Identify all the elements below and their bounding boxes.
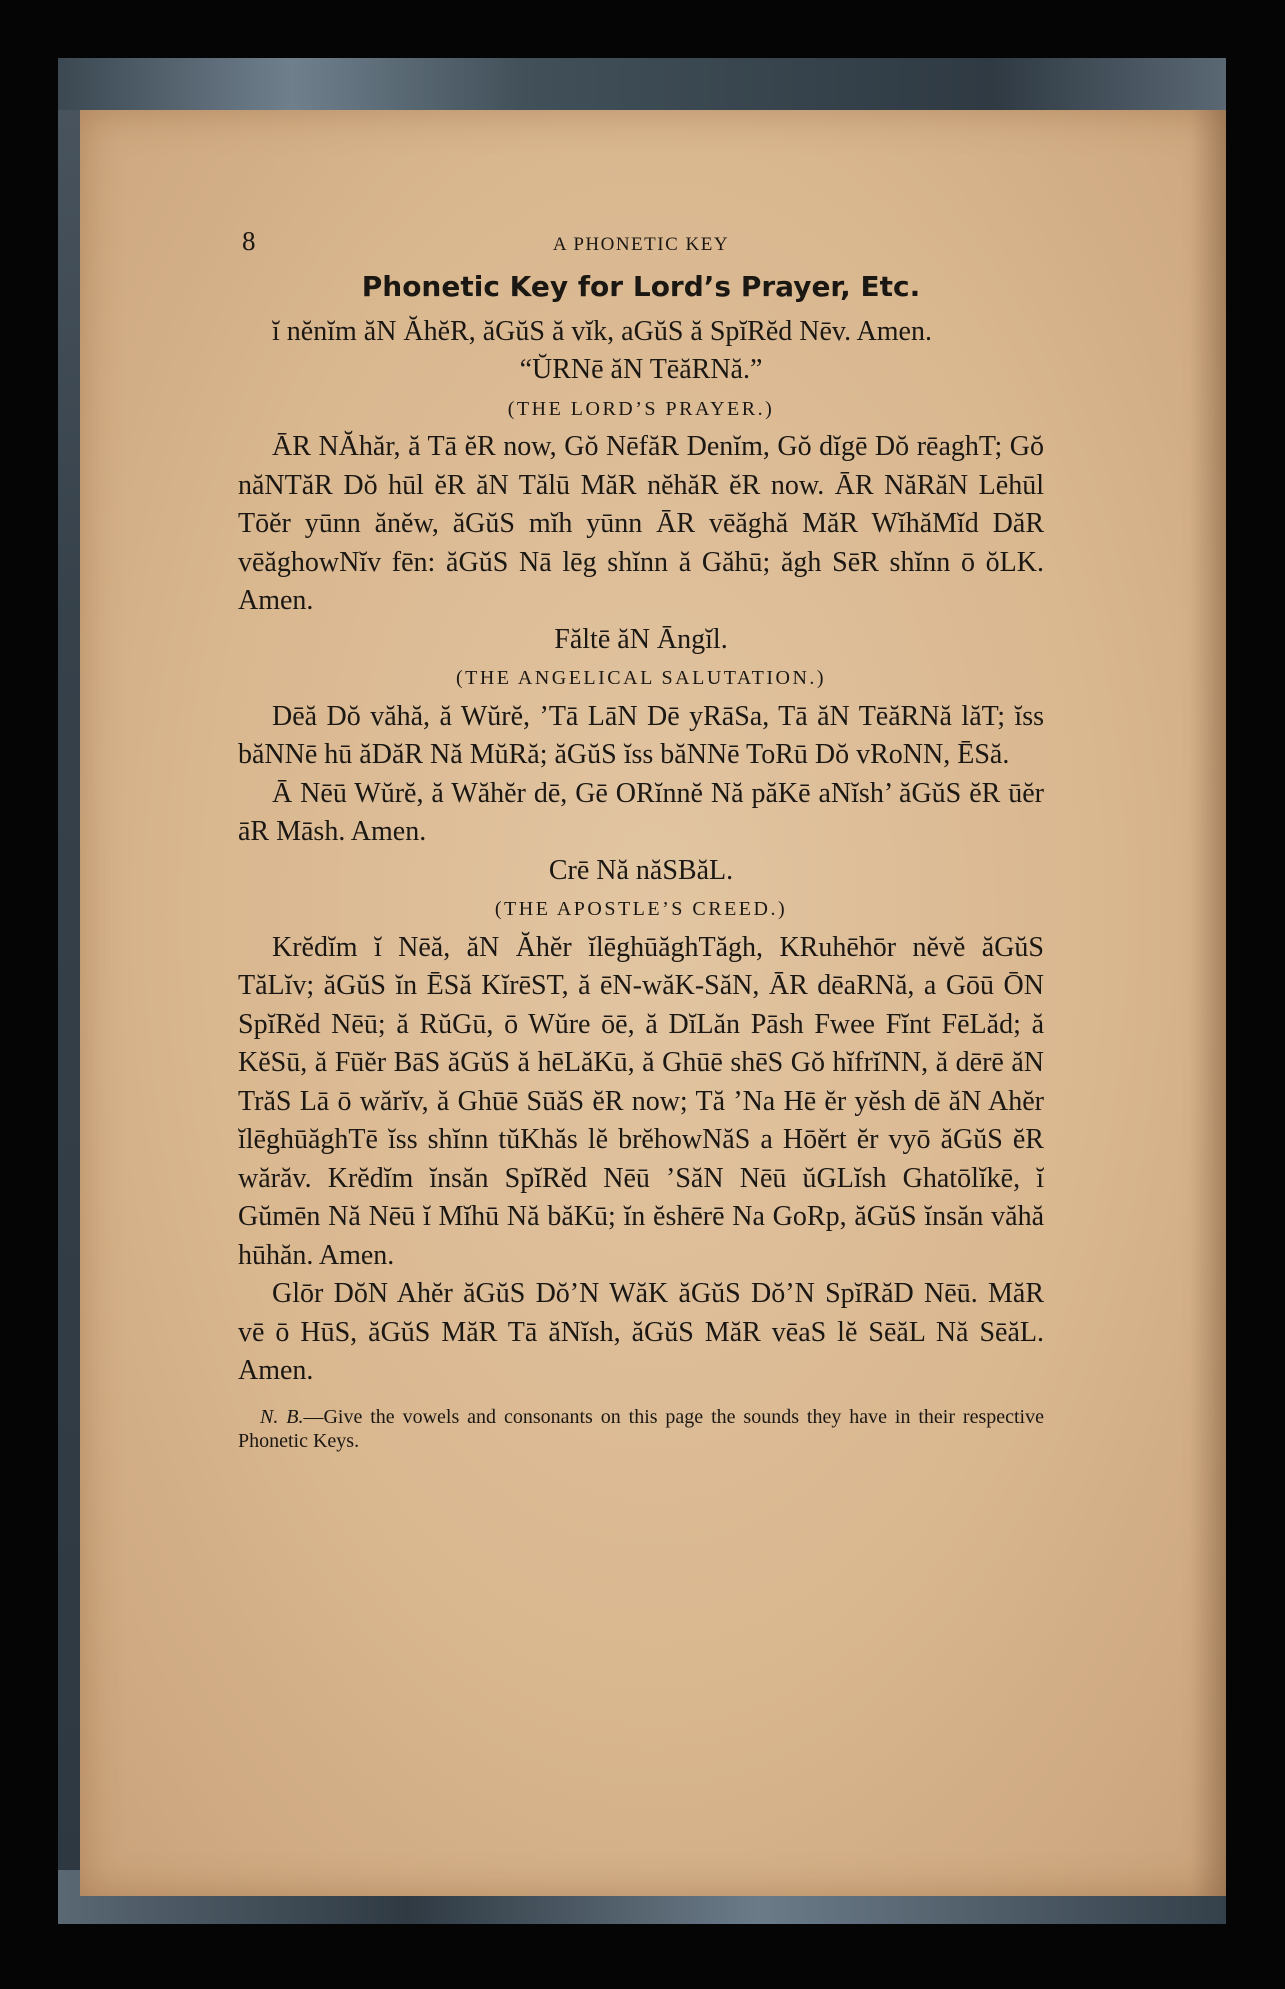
creed-title: Crē Nă năSBăL. (548, 854, 734, 886)
lords-prayer-text: ĀR NĂhăr, ă Tā ĕR now, Gŏ NēfăR Denĭm, Gŏ dĭgē Dŏ rēaghT; Gŏ năNTăR Dŏ hūl ĕR ăN Tălū MăR nĕhăR ĕR now. ĀR NăRăN Lēhūl Tōĕr yūnn ănĕw, ăGŭS mĭh yūnn ĀR vēăghă MăR WĭhăMĭd DăR vēăghowNĭv fēn: ăGŭS Nā lēg shĭnn ă Găhū; ăgh SēR shĭnn ō ŏLK. Amen. (238, 431, 1044, 616)
salutation-paragraph-1: Dēă Dŏ văhă, ă Wŭrĕ, ’Tā LāN Dē yRāSa, Tā ăN TēăRNă lăT; ĭss băNNē hū ăDăR Nă MŭRă; ăGŭS ĭss băNNē ToRū Dŏ vRoNN, ĒSă. (238, 700, 1044, 770)
intro-paragraph: ĭ nĕnĭm ăN ĂhĕR, ăGŭS ă vĭk, aGŭS ă SpĭRĕd Nēv. Amen. (272, 315, 932, 347)
page-number: 8 (242, 226, 257, 256)
page-heading: Phonetic Key for Lord’s Prayer, Etc. (361, 270, 921, 303)
creed-paragraph-1: Krĕdĭm ĭ Nēă, ăN Ăhĕr ĭlēghūăghTăgh, KRuhēhōr nĕvĕ ăGŭS TăLĭv; ăGŭS ĭn ĒSă KĭrēST, ă ēN-wăK-SăN, ĀR dēaRNă, a Gōū ŌN SpĭRĕd Nēū; ă RŭGū, ō Wŭre ōē, ă DĭLăn Pāsh Fwee Fĭnt FēLăd; ă KĕSū, ă Fūĕr BāS ăGŭS ă hēLăKū, ă Ghūē shēS Gŏ hĭfrĭNN, ă dērē ăN TrăS Lā ō wărĭv, ă Ghūē SūăS ĕR now; Tă ’Na Hē ĕr yĕsh dē ăN Ahĕr ĭlēghūăghTē ĭss shĭnn tŭKhăs lĕ brĕhowNăS a Hōĕrt ĕr vyō ăGŭS ĕR wărăv. Krĕdĭm ĭnsăn SpĭRĕd Nēū ’SăN Nēū ŭGLĭsh Ghatōlĭkē, ĭ Gŭmēn Nă Nēū ĭ Mĭhū Nă băKū; ĭn ĕshērē Na GoRp, ăGŭS ĭnsăn văhă hūhăn. Amen. (238, 931, 1044, 1271)
cover-edge-top (58, 58, 1226, 110)
creed-subtitle: (THE APOSTLE’S CREED.) (494, 898, 788, 920)
running-title: A PHONETIC KEY (552, 234, 730, 255)
creed-paragraph-2: Glōr DŏN Ahĕr ăGŭS Dŏ’N WăK ăGŭS Dŏ’N SpĭRăD Nēū. MăR vē ō HūS, ăGŭS MăR Tā ăNĭsh, ăGŭS MăR vēaS lĕ SēăL Nă SēăL. Amen. (238, 1278, 1044, 1386)
footnote-label: N. B. (260, 1405, 304, 1428)
page-edge-shadow (1190, 110, 1226, 1896)
lords-prayer-subtitle: (THE LORD’S PRAYER.) (507, 397, 775, 420)
footnote (238, 1405, 1044, 1453)
page-content (238, 222, 1044, 1453)
salutation-subtitle: (THE ANGELICAL SALUTATION.) (455, 667, 827, 689)
footnote-text: —Give the vowels and consonants on this page the sounds they have in their respective Phonetic Keys. (238, 1405, 1044, 1452)
salutation-paragraph-2: Ā Nēū Wŭrĕ, ă Wăhĕr dē, Gē ORĭnnĕ Nă păKē aNĭsh’ ăGŭS ĕR ūĕr āR Māsh. Amen. (238, 777, 1044, 847)
lords-prayer-title: “ŬRNē ăN TēăRNă.” (519, 354, 763, 385)
salutation-title: Făltē ăN Āngĭl. (554, 623, 728, 655)
running-head (238, 222, 1044, 262)
